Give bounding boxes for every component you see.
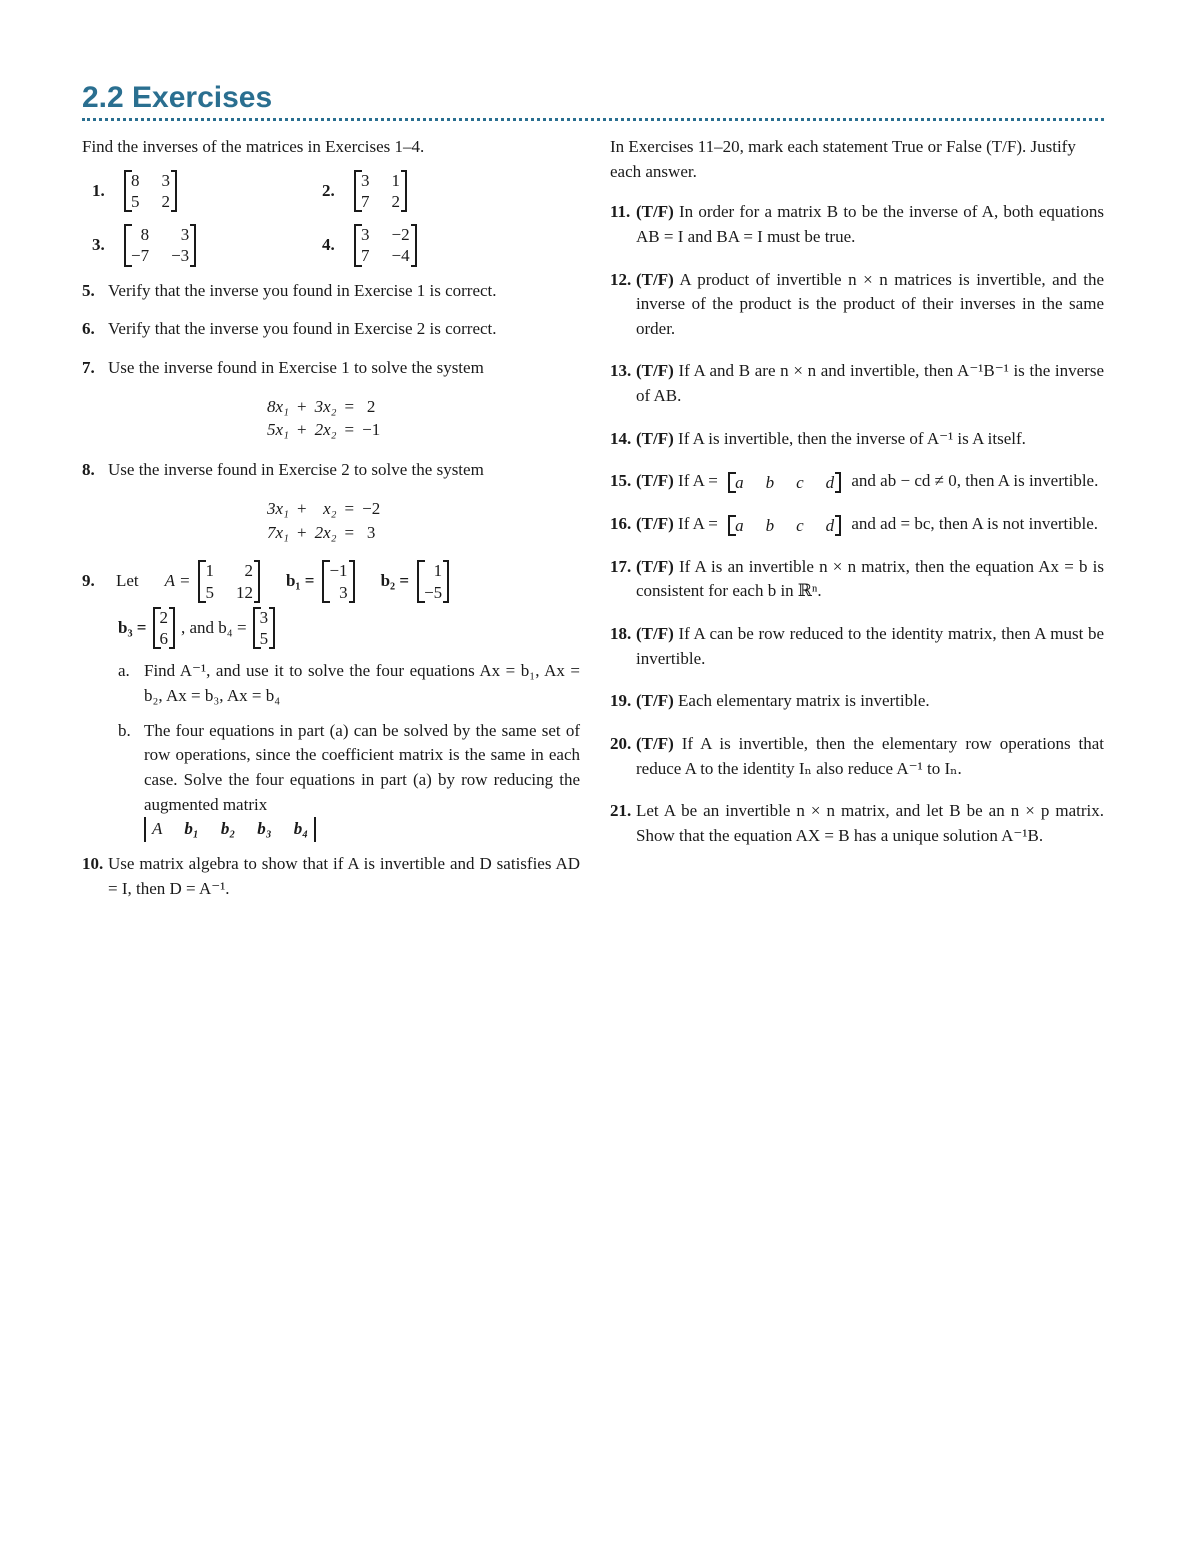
matrix-cell: d [825,515,835,535]
exercise-6 [82,317,580,342]
matrix-cell: 8 [140,225,150,245]
exercise-text-pre: If A = [678,471,718,491]
exercise-body [636,732,1104,781]
exercise-number: 3. [92,235,105,255]
matrix-cell: −4 [391,246,410,266]
b4-label: , and b₄ = [181,617,247,637]
matrix-cell: 12 [235,582,253,602]
sys-term: 3x₁ [267,498,289,518]
exercise-10 [82,852,580,901]
page-title: 2.2 Exercises [82,81,273,114]
exercise-text: In order for a matrix B to be the inverse of A, both equations AB = I and BA = I must be true. [636,202,1104,246]
matrix-cell: 2 [161,191,170,211]
aug-entry: b₁ [184,819,199,839]
exercise-text: Verify that the inverse you found in Exercise 1 is correct. [108,280,497,300]
exercise-number: 21. [610,801,632,821]
exercise-16 [610,512,1104,537]
exercise-21 [610,799,1104,848]
exercise-8 [82,458,580,483]
matrix-cell: b [765,515,775,535]
exercise-18 [610,622,1104,671]
sys-term: x₂ [323,498,337,518]
vector-cell: −1 [329,561,348,581]
tf-label: (T/F) [636,361,674,381]
sys-term: 5x₁ [267,420,289,440]
exercise-15 [610,469,1104,494]
matrix-cell: −7 [131,246,150,266]
part-text: Find A⁻¹, and use it to solve the four equations Ax = b₁, Ax = b₂, Ax = b₃, Ax = b₄ [144,661,580,706]
sys-term: 8x₁ [267,396,289,416]
exercise-14 [610,427,1104,452]
vector-cell: 2 [159,607,168,627]
tf-label: (T/F) [636,556,674,576]
part-label: b. [118,720,131,740]
matrix-cell: 7 [361,191,370,211]
exercise-text: Each elementary matrix is invertible. [678,691,930,711]
exercise-text: Use the inverse found in Exercise 1 to solve the system [108,357,484,377]
b2-label: b₂ = [380,571,410,591]
exercise-text: A product of invertible n × n matrices is invertible, and the inverse of the product is the product of their inverses in the same order. [636,269,1104,338]
exercise-3 [92,224,322,267]
aug-entry: A [152,819,163,839]
matrix-cell: 3 [361,225,370,245]
augmented-matrix [144,817,316,842]
matrix-4 [354,224,417,267]
exercise-1 [92,170,322,213]
exercise-body [636,622,1104,671]
tf-label: (T/F) [636,733,674,753]
exercise-9 [82,560,580,841]
exercise-body [636,200,1104,249]
exercise-body [636,427,1104,452]
matrix-cell: −2 [391,225,410,245]
right-intro: In Exercises 11–20, mark each statement True or False (T/F). Justify each answer. [610,137,1076,181]
matrix-cell: 3 [180,225,190,245]
matrix-1 [124,170,177,213]
exercise-5 [82,279,580,304]
exercise-20 [610,732,1104,781]
aug-entry: b₄ [293,819,309,839]
part-a [118,659,580,708]
exercise-text-pre: If A = [678,514,718,534]
matrix-exercises-1-4 [92,170,580,267]
vector-b4 [253,607,276,650]
sys-rhs: 2 [366,396,376,416]
vector-cell: 1 [433,561,443,581]
vector-b2 [417,560,449,603]
system-7 [267,395,380,443]
exercise-text-post: and ad = bc, then A is not invertible. [851,514,1098,534]
exercise-number: 17. [610,556,632,576]
sys-term: 2x₂ [314,420,337,440]
exercise-number: 12. [610,269,632,289]
exercise-body [636,469,1104,494]
matrix-cell: a [735,472,744,492]
matrix-cell: a [735,515,744,535]
vector-cell: 5 [259,629,269,649]
sys-eq: = [344,522,355,542]
let-label: Let [116,571,139,591]
exercise-number: 20. [610,733,632,753]
exercise-body [636,512,1104,537]
exercise-number: 4. [322,235,335,255]
exercise-4 [322,224,552,267]
exercise-number: 8. [82,460,95,480]
exercise-body [636,268,1104,342]
matrix-cell: 3 [361,170,370,190]
matrix-cell: 1 [205,561,214,581]
exercise-7 [82,356,580,381]
left-column [82,135,580,915]
exercise-body [636,359,1104,408]
exercise-number: 6. [82,319,95,339]
matrix-cell: −3 [171,246,190,266]
A-label: A = [164,571,191,591]
matrix-cell: 3 [161,170,170,190]
matrix-cell: 5 [205,582,214,602]
exercise-number: 15. [610,471,632,491]
part-b [118,719,580,842]
matrix-cell: c [796,472,804,492]
b1-label: b₁ = [285,571,315,591]
exercise-number: 10. [82,853,104,873]
exercise-2 [322,170,552,213]
exercise-number: 9. [82,571,95,591]
sys-op: + [296,498,307,518]
exercise-body [636,689,1104,714]
sys-term: 3x₂ [314,396,337,416]
aug-entry: b₂ [220,819,236,839]
exercise-text: If A is invertible, then the inverse of A⁻¹ is A itself. [678,428,1026,448]
sys-op: + [296,396,307,416]
title-dotted-rule [82,118,1104,121]
exercise-text: If A is invertible, then the elementary row operations that reduce A to the identity Iₙ also reduce A⁻¹ to Iₙ. [636,733,1105,778]
exercise-19 [610,689,1104,714]
exercise-number: 7. [82,357,95,377]
system-8 [267,497,380,545]
tf-label: (T/F) [636,514,674,534]
sys-term: 2x₂ [314,522,337,542]
exercise-9-parts [118,659,580,841]
tf-label: (T/F) [636,202,674,222]
exercise-number: 19. [610,691,632,711]
sys-eq: = [344,498,355,518]
vector-cell: 3 [339,582,348,602]
sys-eq: = [344,420,355,440]
matrix-A [198,560,260,603]
exercise-number: 16. [610,514,632,534]
exercise-9-vectors [118,607,580,650]
vector-cell: −5 [424,582,443,602]
exercise-number: 2. [322,180,335,200]
part-text [144,719,580,842]
exercise-13 [610,359,1104,408]
exercise-text: If A is an invertible n × n matrix, then the equation Ax = b is consistent for each b in ℝⁿ. [636,556,1104,601]
matrix-abcd [728,515,841,536]
exercise-number: 5. [82,280,95,300]
matrix-cell: 5 [131,191,140,211]
matrix-cell: 1 [391,170,400,190]
sys-eq: = [344,396,355,416]
matrix-2 [354,170,407,213]
matrix-cell: 8 [131,170,140,190]
exercise-text: Let A be an invertible n × n matrix, and let B be an n × p matrix. Show that the equation AX = B has a unique solution A⁻¹B. [636,801,1104,845]
vector-cell: 6 [159,629,168,649]
sys-op: + [296,420,307,440]
exercise-body [636,555,1104,604]
tf-label: (T/F) [636,269,674,289]
tf-label: (T/F) [636,691,674,711]
exercise-11 [610,200,1104,249]
matrix-3 [124,224,196,267]
exercise-9-definitions [82,560,580,603]
exercise-text: Verify that the inverse you found in Exercise 2 is correct. [108,319,497,339]
exercise-text: If A can be row reduced to the identity matrix, then A must be invertible. [636,623,1104,668]
exercise-17 [610,555,1104,604]
sys-rhs: −2 [362,498,381,518]
exercise-number: 1. [92,180,105,200]
part-b-text: The four equations in part (a) can be solved by the same set of row operations, since the coefficient matrix is the same in each case. Solve the four equations in part (a) by row reducing the augmented matrix [144,720,580,814]
exercise-text: Use the inverse found in Exercise 2 to solve the system [108,460,484,480]
b3-label: b₃ = [118,617,147,637]
exercise-12 [610,268,1104,342]
matrix-cell: c [796,515,804,535]
tf-label: (T/F) [636,623,674,643]
matrix-cell: d [825,472,835,492]
part-label: a. [118,661,130,681]
exercise-text-post: and ab − cd ≠ 0, then A is invertible. [851,471,1099,491]
exercise-number: 14. [610,428,632,448]
sys-rhs: −1 [362,420,381,440]
exercise-text: If A and B are n × n and invertible, then A⁻¹B⁻¹ is the inverse of AB. [636,361,1105,406]
tf-label: (T/F) [636,428,674,448]
vector-b1 [322,560,354,603]
sys-term: 7x₁ [267,522,289,542]
aug-entry: b₃ [257,819,272,839]
matrix-cell: 2 [244,561,253,581]
matrix-abcd [728,472,841,493]
left-intro: Find the inverses of the matrices in Exercises 1–4. [82,137,425,156]
vector-b3 [153,607,176,650]
exercise-number: 18. [610,623,632,643]
matrix-cell: b [765,472,775,492]
matrix-cell: 7 [361,246,370,266]
sys-rhs: 3 [366,522,376,542]
sys-op: + [296,522,307,542]
vector-cell: 3 [259,607,269,627]
tf-label: (T/F) [636,471,674,491]
exercise-text: Use matrix algebra to show that if A is invertible and D satisfies AD = I, then D = A⁻¹. [108,853,580,898]
exercise-number: 11. [610,202,631,222]
exercise-number: 13. [610,361,632,381]
right-column [610,135,1104,866]
matrix-cell: 2 [391,191,400,211]
